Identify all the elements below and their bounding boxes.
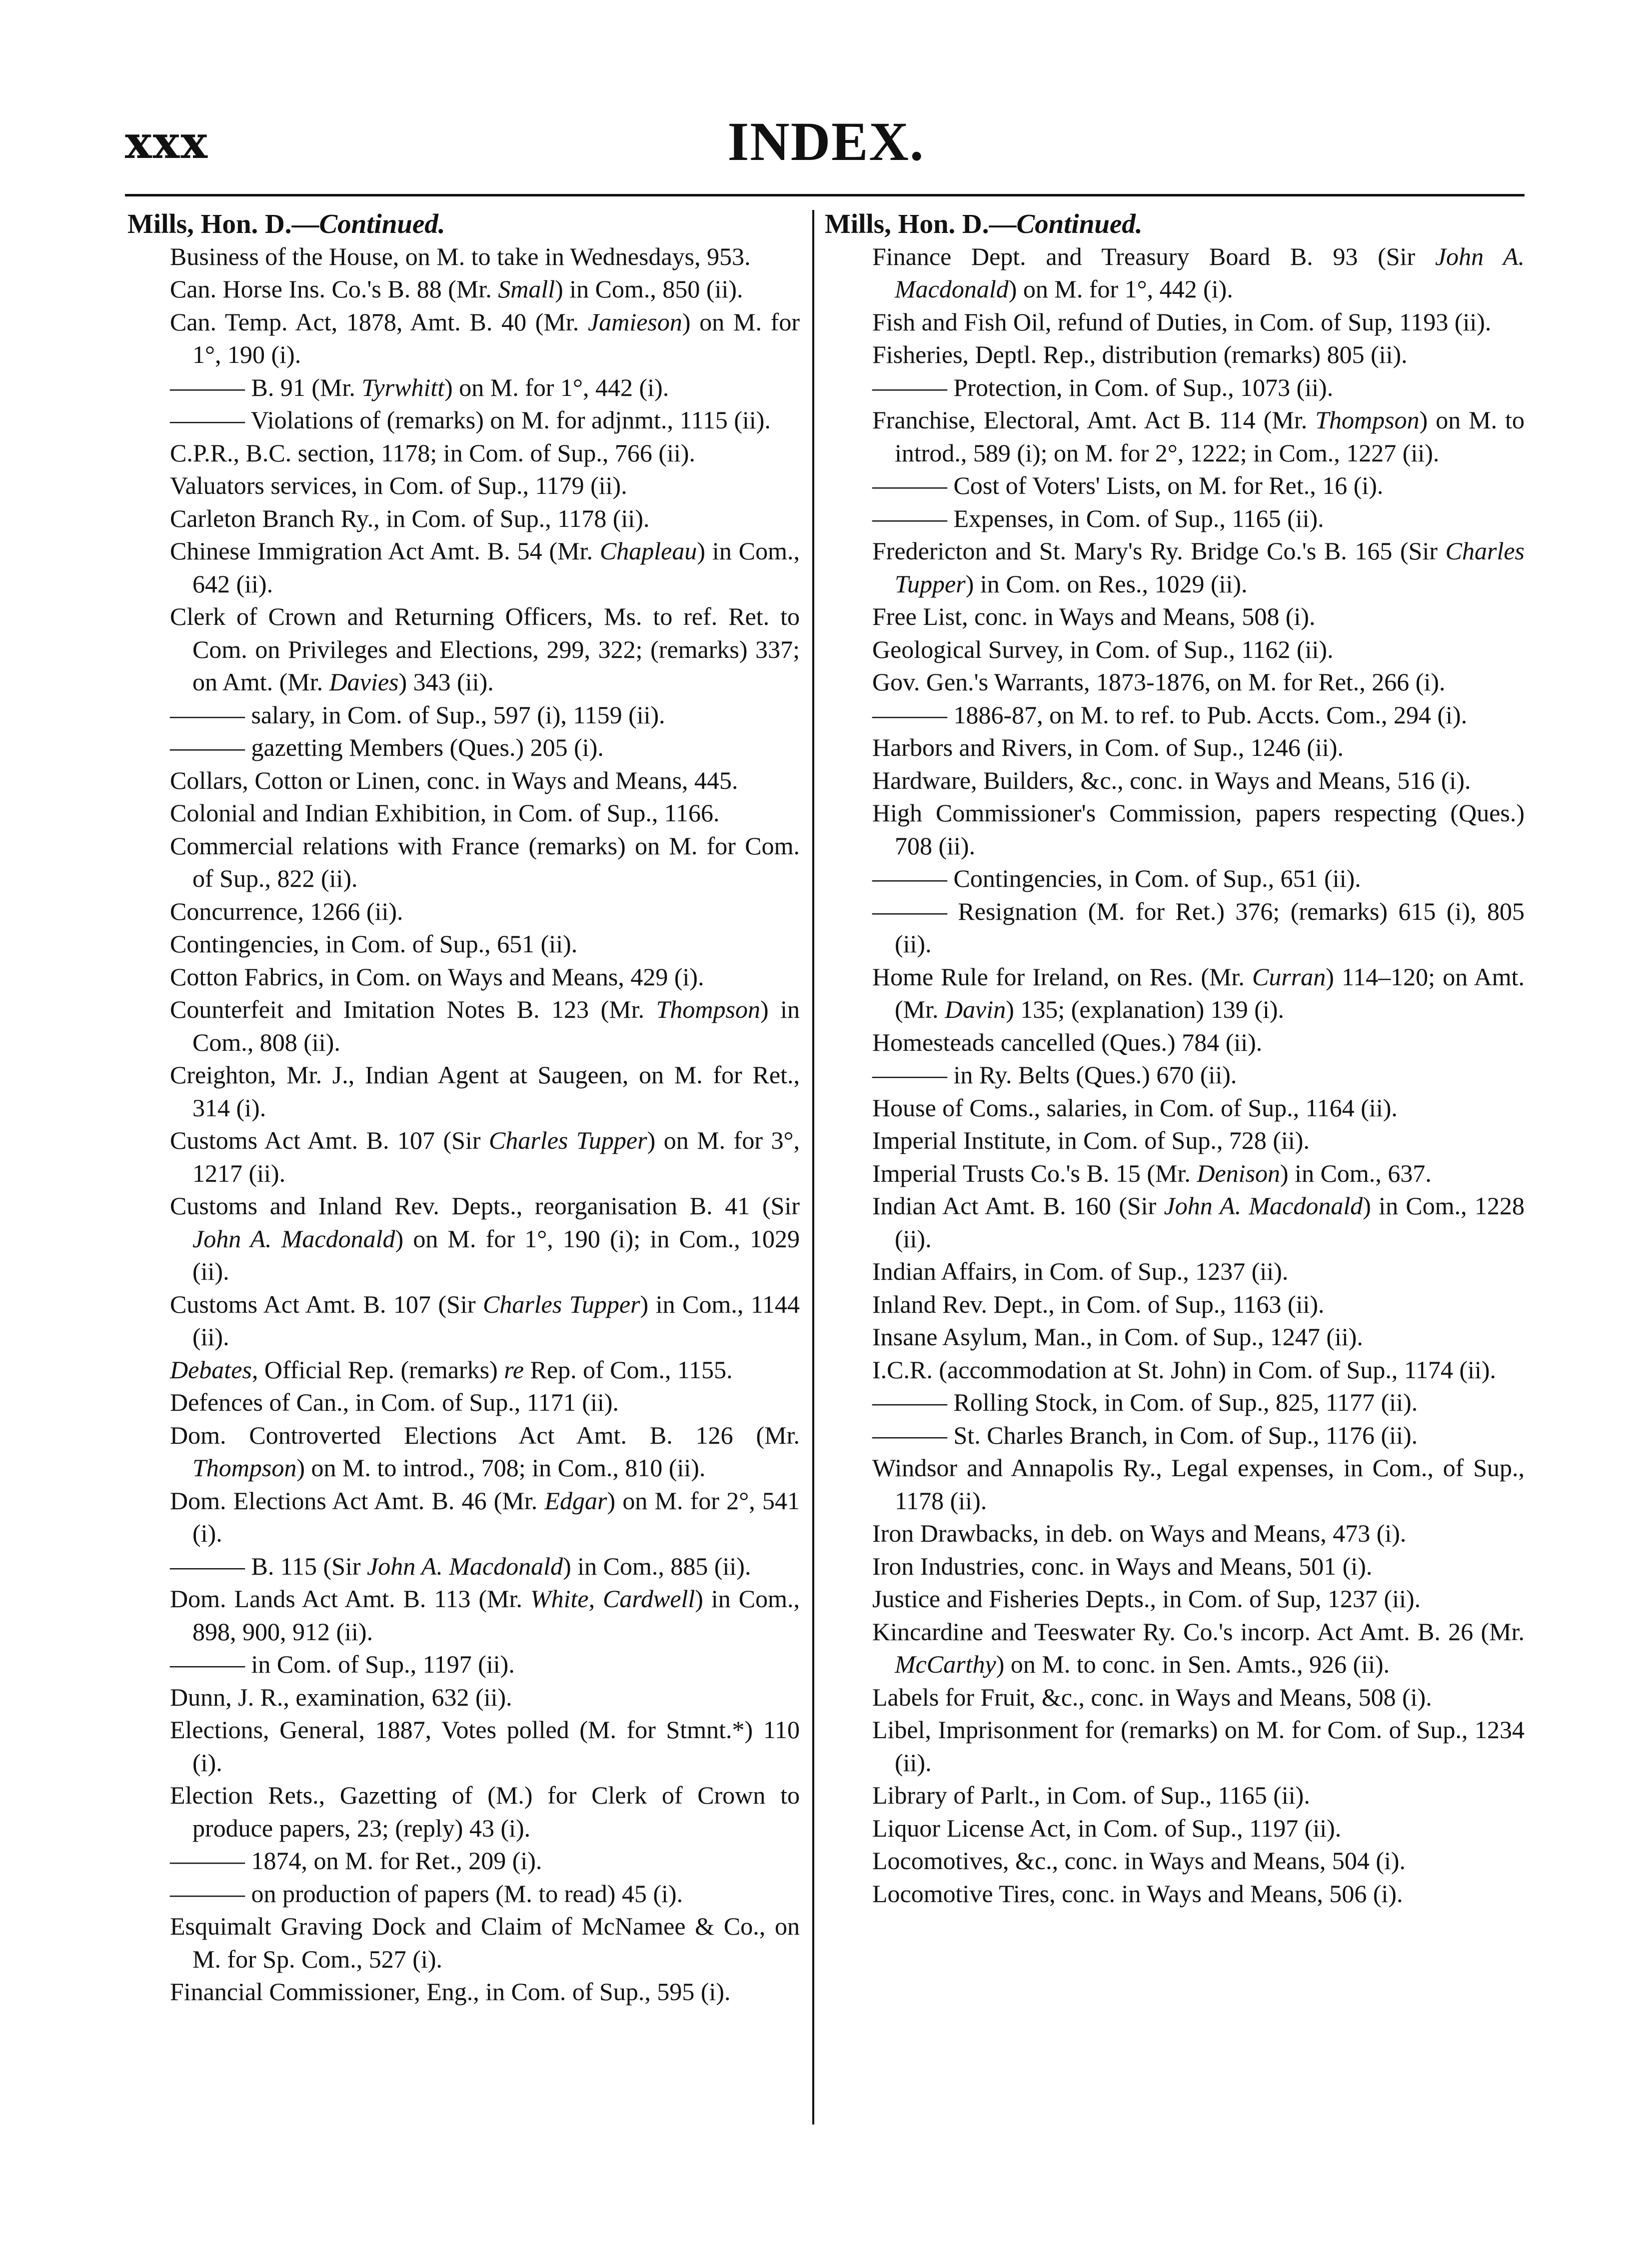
index-entry: Financial Commissioner, Eng., in Com. of Sup., 595 (i).: [170, 1978, 731, 2006]
index-entry: Locomotives, &c., conc. in Ways and Means, 504 (i).: [872, 1847, 1406, 1875]
index-entry: Gov. Gen.'s Warrants, 1873-1876, on M. for Ret., 266 (i).: [872, 668, 1446, 696]
index-entry: Inland Rev. Dept., in Com. of Sup., 1163 (ii).: [872, 1290, 1325, 1318]
column-heading: Mills, Hon. D.—Continued.: [825, 208, 1143, 239]
index-entry: Business of the House, on M. to take in Wednesdays, 953.: [170, 242, 751, 270]
index-entry: Fredericton and St. Mary's Ry. Bridge Co.'s B. 165 (Sir Charles Tupper) in Com. on Res., 1029 (ii).: [872, 537, 1525, 598]
index-entry: ——— Protection, in Com. of Sup., 1073 (ii).: [872, 373, 1334, 401]
index-entry: Cotton Fabrics, in Com. on Ways and Means, 429 (i).: [170, 962, 704, 991]
index-entry: Can. Horse Ins. Co.'s B. 88 (Mr. Small) in Com., 850 (ii).: [170, 275, 743, 303]
index-entry: Clerk of Crown and Returning Officers, Ms. to ref. Ret. to Com. on Privileges and Elections, 299, 322; (remarks) 337; on Amt. (Mr. Davies) 343 (ii).: [170, 602, 800, 696]
index-entry: Geological Survey, in Com. of Sup., 1162 (ii).: [872, 635, 1334, 663]
index-entry: ——— Resignation (M. for Ret.) 376; (remarks) 615 (i), 805 (ii).: [872, 897, 1525, 958]
index-entry: Dunn, J. R., examination, 632 (ii).: [170, 1683, 512, 1711]
index-entry: Colonial and Indian Exhibition, in Com. of Sup., 1166.: [170, 799, 720, 827]
page-number: xxx: [125, 116, 208, 169]
index-entry: Customs Act Amt. B. 107 (Sir Charles Tupper) on M. for 3°, 1217 (ii).: [170, 1126, 800, 1187]
index-entry: Esquimalt Graving Dock and Claim of McNamee & Co., on M. for Sp. Com., 527 (i).: [170, 1912, 800, 1973]
index-entry: Indian Act Amt. B. 160 (Sir John A. Macdonald) in Com., 1228 (ii).: [872, 1192, 1525, 1253]
index-entry: ——— Cost of Voters' Lists, on M. for Ret., 16 (i).: [872, 471, 1384, 499]
index-entry: Iron Industries, conc. in Ways and Means, 501 (i).: [872, 1552, 1373, 1580]
index-entry: C.P.R., B.C. section, 1178; in Com. of Sup., 766 (ii).: [170, 438, 696, 467]
index-entry: Collars, Cotton or Linen, conc. in Ways and Means, 445.: [170, 766, 738, 794]
index-entry: Liquor License Act, in Com. of Sup., 1197 (ii).: [872, 1814, 1342, 1842]
index-entry: House of Coms., salaries, in Com. of Sup., 1164 (ii).: [872, 1093, 1398, 1122]
index-column-right: [825, 207, 1525, 1910]
index-entry: Defences of Can., in Com. of Sup., 1171 (ii).: [170, 1388, 619, 1416]
index-entry: Debates, Official Rep. (remarks) re Rep. of Com., 1155.: [170, 1355, 733, 1384]
index-entry: Kincardine and Teeswater Ry. Co.'s incorp. Act Amt. B. 26 (Mr. McCarthy) on M. to conc. in Sen. Amts., 926 (ii).: [872, 1617, 1525, 1678]
index-entry: Dom. Elections Act Amt. B. 46 (Mr. Edgar) on M. for 2°, 541 (i).: [170, 1486, 800, 1547]
index-entry: ——— Violations of (remarks) on M. for adjnmt., 1115 (ii).: [170, 406, 771, 434]
index-entry: Creighton, Mr. J., Indian Agent at Saugeen, on M. for Ret., 314 (i).: [170, 1061, 800, 1122]
header-rule: [125, 194, 1525, 196]
index-entry: Iron Drawbacks, in deb. on Ways and Means, 473 (i).: [872, 1519, 1407, 1547]
index-entry: Can. Temp. Act, 1878, Amt. B. 40 (Mr. Jamieson) on M. for 1°, 190 (i).: [170, 307, 800, 368]
index-entry: ——— on production of papers (M. to read) 45 (i).: [170, 1879, 683, 1908]
index-entry: Imperial Institute, in Com. of Sup., 728 (ii).: [872, 1126, 1310, 1154]
index-entry: Library of Parlt., in Com. of Sup., 1165 (ii).: [872, 1781, 1310, 1809]
index-entry: High Commissioner's Commission, papers respecting (Ques.) 708 (ii).: [872, 799, 1525, 860]
index-entry: Fisheries, Deptl. Rep., distribution (remarks) 805 (ii).: [872, 340, 1408, 368]
index-entry: Locomotive Tires, conc. in Ways and Means, 506 (i).: [872, 1879, 1403, 1908]
index-entry: ——— St. Charles Branch, in Com. of Sup., 1176 (ii).: [872, 1421, 1418, 1449]
index-entry: Justice and Fisheries Depts., in Com. of Sup, 1237 (ii).: [872, 1585, 1421, 1613]
index-entry: Hardware, Builders, &c., conc. in Ways and Means, 516 (i).: [872, 766, 1471, 794]
index-entry: Franchise, Electoral, Amt. Act B. 114 (Mr. Thompson) on M. to introd., 589 (i); on M. for 2°, 1222; in Com., 1227 (ii).: [872, 406, 1525, 467]
index-entry: Finance Dept. and Treasury Board B. 93 (Sir John A. Macdonald) on M. for 1°, 442 (i).: [872, 242, 1525, 303]
index-entry: Windsor and Annapolis Ry., Legal expenses, in Com., of Sup., 1178 (ii).: [872, 1454, 1525, 1515]
index-entry: Elections, General, 1887, Votes polled (M. for Stmnt.*) 110 (i).: [170, 1716, 800, 1777]
index-entry: Counterfeit and Imitation Notes B. 123 (Mr. Thompson) in Com., 808 (ii).: [170, 995, 800, 1056]
index-entry: Concurrence, 1266 (ii).: [170, 897, 403, 925]
index-entry: Indian Affairs, in Com. of Sup., 1237 (ii).: [872, 1257, 1289, 1285]
index-entry: Libel, Imprisonment for (remarks) on M. for Com. of Sup., 1234 (ii).: [872, 1716, 1525, 1777]
index-entry: Fish and Fish Oil, refund of Duties, in Com. of Sup, 1193 (ii).: [872, 307, 1492, 336]
index-entry: ——— 1874, on M. for Ret., 209 (i).: [170, 1847, 542, 1875]
index-entry: Customs and Inland Rev. Depts., reorganisation B. 41 (Sir John A. Macdonald) on M. for 1°, 190 (i); in Com., 1029 (ii).: [170, 1192, 800, 1285]
index-entry: Valuators services, in Com. of Sup., 1179 (ii).: [170, 471, 627, 499]
index-entry: Imperial Trusts Co.'s B. 15 (Mr. Denison) in Com., 637.: [872, 1159, 1432, 1187]
index-entry: Harbors and Rivers, in Com. of Sup., 1246 (ii).: [872, 733, 1344, 761]
index-entry: Home Rule for Ireland, on Res. (Mr. Curran) 114–120; on Amt. (Mr. Davin) 135; (explanation) 139 (i).: [872, 962, 1525, 1023]
index-entry: Commercial relations with France (remarks) on M. for Com. of Sup., 822 (ii).: [170, 831, 800, 892]
index-entry: ——— B. 91 (Mr. Tyrwhitt) on M. for 1°, 442 (i).: [170, 373, 669, 401]
index-entry: Carleton Branch Ry., in Com. of Sup., 1178 (ii).: [170, 504, 650, 532]
index-entry: ——— 1886-87, on M. to ref. to Pub. Accts. Com., 294 (i).: [872, 700, 1468, 729]
index-entry: ——— in Ry. Belts (Ques.) 670 (ii).: [872, 1061, 1237, 1089]
page-title: INDEX.: [727, 111, 925, 172]
index-entry: ——— in Com. of Sup., 1197 (ii).: [170, 1650, 515, 1678]
index-entry: Contingencies, in Com. of Sup., 651 (ii).: [170, 930, 578, 958]
index-entry: ——— Expenses, in Com. of Sup., 1165 (ii).: [872, 504, 1324, 532]
index-entry: I.C.R. (accommodation at St. John) in Com. of Sup., 1174 (ii).: [872, 1355, 1497, 1384]
index-entry: Chinese Immigration Act Amt. B. 54 (Mr. Chapleau) in Com., 642 (ii).: [170, 537, 800, 598]
index-entry: ——— Contingencies, in Com. of Sup., 651 (ii).: [872, 864, 1361, 892]
index-entry: Dom. Lands Act Amt. B. 113 (Mr. White, Cardwell) in Com., 898, 900, 912 (ii).: [170, 1585, 800, 1646]
index-entry: ——— salary, in Com. of Sup., 597 (i), 1159 (ii).: [170, 700, 665, 729]
index-entry: ——— B. 115 (Sir John A. Macdonald) in Com., 885 (ii).: [170, 1552, 751, 1580]
index-column-left: [127, 207, 800, 2009]
column-divider: [812, 210, 814, 2125]
index-entry: Dom. Controverted Elections Act Amt. B. 126 (Mr. Thompson) on M. to introd., 708; in Com., 810 (ii).: [170, 1421, 800, 1482]
index-entry: ——— Rolling Stock, in Com. of Sup., 825, 1177 (ii).: [872, 1388, 1418, 1416]
index-entry: Free List, conc. in Ways and Means, 508 (i).: [872, 602, 1316, 630]
index-entry: Election Rets., Gazetting of (M.) for Clerk of Crown to produce papers, 23; (reply) 43 (i).: [170, 1781, 800, 1842]
index-entry: ——— gazetting Members (Ques.) 205 (i).: [170, 733, 604, 761]
index-entry: Homesteads cancelled (Ques.) 784 (ii).: [872, 1028, 1263, 1056]
index-entry: Insane Asylum, Man., in Com. of Sup., 1247 (ii).: [872, 1323, 1363, 1351]
column-heading: Mills, Hon. D.—Continued.: [127, 208, 445, 239]
index-entry: Labels for Fruit, &c., conc. in Ways and Means, 508 (i).: [872, 1683, 1432, 1711]
index-entry: Customs Act Amt. B. 107 (Sir Charles Tupper) in Com., 1144 (ii).: [170, 1290, 800, 1351]
